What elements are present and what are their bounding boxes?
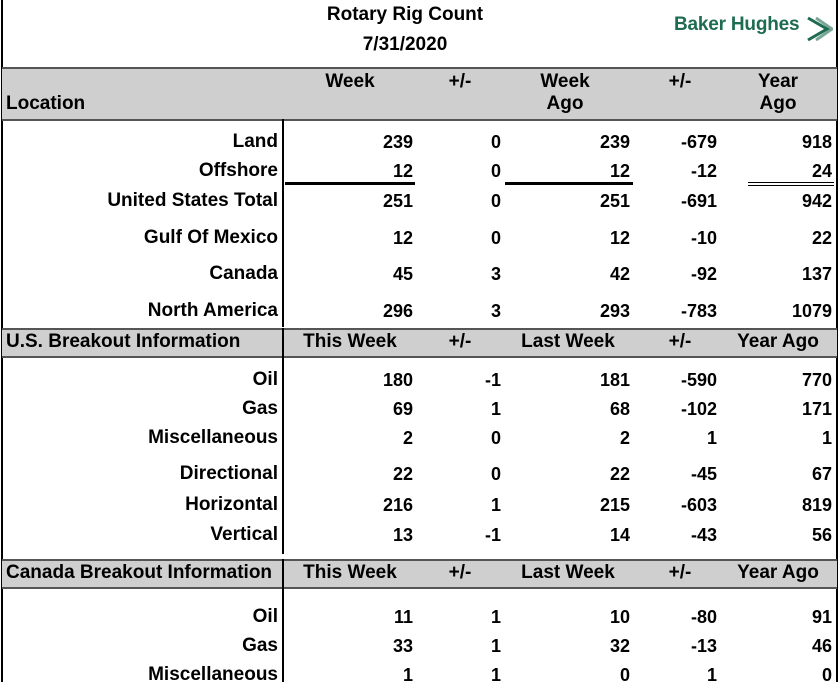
- cell-value: 14: [609, 525, 630, 545]
- cell-value: -43: [690, 525, 717, 545]
- cell-value: 1: [821, 428, 832, 448]
- row-label: Offshore: [198, 160, 278, 181]
- row-label: Vertical: [210, 524, 278, 545]
- cell-value: 0: [490, 132, 501, 152]
- row-label: Miscellaneous: [148, 427, 278, 448]
- subtotal-rule-week-ago: [505, 182, 633, 185]
- canada-label-divider: [282, 559, 284, 682]
- row-label: Land: [232, 131, 278, 152]
- canada-col-year-ago: Year Ago: [737, 562, 819, 583]
- subtotal-double-rule-2: [748, 185, 834, 186]
- cell-value: 3: [490, 264, 501, 284]
- col-week: Week: [325, 71, 375, 92]
- cell-value: 24: [811, 161, 832, 181]
- cell-value: 0: [490, 191, 501, 211]
- cell-value: -10: [690, 228, 717, 248]
- col-change-2: +/-: [668, 71, 692, 92]
- cell-value: -679: [680, 132, 717, 152]
- canada-col-last-week: Last Week: [521, 562, 615, 583]
- cell-value: 46: [811, 636, 832, 656]
- us-label-divider: [282, 328, 284, 554]
- cell-value: 22: [609, 464, 630, 484]
- cell-value: 22: [811, 228, 832, 248]
- cell-value: 67: [811, 464, 832, 484]
- cell-value: 819: [801, 495, 832, 515]
- cell-value: -783: [680, 301, 717, 321]
- cell-value: 1: [706, 665, 717, 685]
- cell-value: 10: [609, 607, 630, 627]
- brand-chevron-icon: [805, 14, 833, 44]
- canada-col-change-1: +/-: [448, 562, 472, 583]
- col-week-ago-line1: Week: [540, 71, 590, 92]
- cell-value: 22: [392, 464, 413, 484]
- cell-value: 91: [811, 607, 832, 627]
- row-label: Gas: [242, 635, 278, 656]
- cell-value: 1: [490, 607, 501, 627]
- cell-value: 1: [490, 399, 501, 419]
- cell-value: 1: [490, 636, 501, 656]
- cell-value: 1: [706, 428, 717, 448]
- us-col-change-2: +/-: [668, 331, 692, 352]
- cell-value: 251: [599, 191, 630, 211]
- cell-value: -92: [690, 264, 717, 284]
- cell-value: 0: [490, 228, 501, 248]
- location-section-title: Location: [6, 93, 86, 114]
- cell-value: -45: [690, 464, 717, 484]
- cell-value: 216: [382, 495, 413, 515]
- row-label: Miscellaneous: [148, 664, 278, 685]
- row-label: United States Total: [107, 190, 278, 211]
- cell-value: -603: [680, 495, 717, 515]
- cell-value: 293: [599, 301, 630, 321]
- canada-col-change-2: +/-: [668, 562, 692, 583]
- cell-value: 942: [801, 191, 832, 211]
- cell-value: -12: [690, 161, 717, 181]
- cell-value: 12: [392, 161, 413, 181]
- col-week-ago-line2: Ago: [546, 93, 584, 114]
- cell-value: 11: [393, 607, 413, 627]
- cell-value: 12: [609, 161, 630, 181]
- cell-value: 296: [382, 301, 413, 321]
- cell-value: 12: [392, 228, 413, 248]
- subtotal-double-rule-1: [748, 182, 834, 183]
- cell-value: 180: [382, 370, 413, 390]
- location-label-divider: [282, 119, 284, 327]
- cell-value: 0: [490, 464, 501, 484]
- cell-value: 45: [392, 264, 413, 284]
- cell-value: 181: [599, 370, 630, 390]
- cell-value: 2: [402, 428, 413, 448]
- us-col-last-week: Last Week: [521, 331, 615, 352]
- cell-value: 239: [382, 132, 413, 152]
- us-col-year-ago: Year Ago: [737, 331, 819, 352]
- cell-value: 171: [801, 399, 832, 419]
- col-change-1: +/-: [448, 71, 472, 92]
- report-date: 7/31/2020: [362, 34, 448, 55]
- cell-value: 918: [801, 132, 832, 152]
- us-col-this-week: This Week: [303, 331, 397, 352]
- cell-value: 2: [619, 428, 630, 448]
- cell-value: 33: [392, 636, 413, 656]
- cell-value: 1: [490, 665, 501, 685]
- row-label: North America: [147, 300, 278, 321]
- cell-value: 0: [821, 665, 832, 685]
- cell-value: 239: [599, 132, 630, 152]
- cell-value: 3: [490, 301, 501, 321]
- cell-value: -102: [680, 399, 717, 419]
- row-label: Oil: [252, 606, 278, 627]
- location-header-band: [2, 67, 837, 121]
- cell-value: 42: [609, 264, 630, 284]
- cell-value: 12: [609, 228, 630, 248]
- us-section-title: U.S. Breakout Information: [6, 331, 241, 352]
- cell-value: -590: [680, 370, 717, 390]
- cell-value: 32: [609, 636, 630, 656]
- cell-value: -1: [484, 525, 501, 545]
- subtotal-rule-week: [285, 182, 415, 185]
- cell-value: -13: [690, 636, 717, 656]
- row-label: Directional: [179, 463, 278, 484]
- cell-value: 68: [609, 399, 630, 419]
- col-year-ago-line1: Year: [757, 71, 799, 92]
- cell-value: 1: [490, 495, 501, 515]
- cell-value: 1: [402, 665, 413, 685]
- cell-value: -1: [484, 370, 501, 390]
- cell-value: 0: [490, 428, 501, 448]
- us-col-change-1: +/-: [448, 331, 472, 352]
- row-label: Horizontal: [185, 494, 278, 515]
- report-title: Rotary Rig Count: [326, 4, 484, 25]
- cell-value: 215: [599, 495, 630, 515]
- brand-logo: Baker Hughes: [674, 14, 800, 35]
- cell-value: 0: [619, 665, 630, 685]
- cell-value: 0: [490, 161, 501, 181]
- row-label: Oil: [252, 369, 278, 390]
- cell-value: 56: [811, 525, 832, 545]
- cell-value: 13: [392, 525, 413, 545]
- cell-value: 770: [801, 370, 832, 390]
- cell-value: 1079: [791, 301, 832, 321]
- cell-value: 251: [382, 191, 413, 211]
- row-label: Canada: [209, 263, 278, 284]
- row-label: Gulf Of Mexico: [143, 227, 278, 248]
- col-year-ago-line2: Ago: [759, 93, 797, 114]
- row-label: Gas: [242, 398, 278, 419]
- cell-value: 69: [392, 399, 413, 419]
- cell-value: -80: [690, 607, 717, 627]
- cell-value: 137: [801, 264, 832, 284]
- canada-section-title: Canada Breakout Information: [6, 562, 273, 583]
- canada-col-this-week: This Week: [303, 562, 397, 583]
- cell-value: -691: [680, 191, 717, 211]
